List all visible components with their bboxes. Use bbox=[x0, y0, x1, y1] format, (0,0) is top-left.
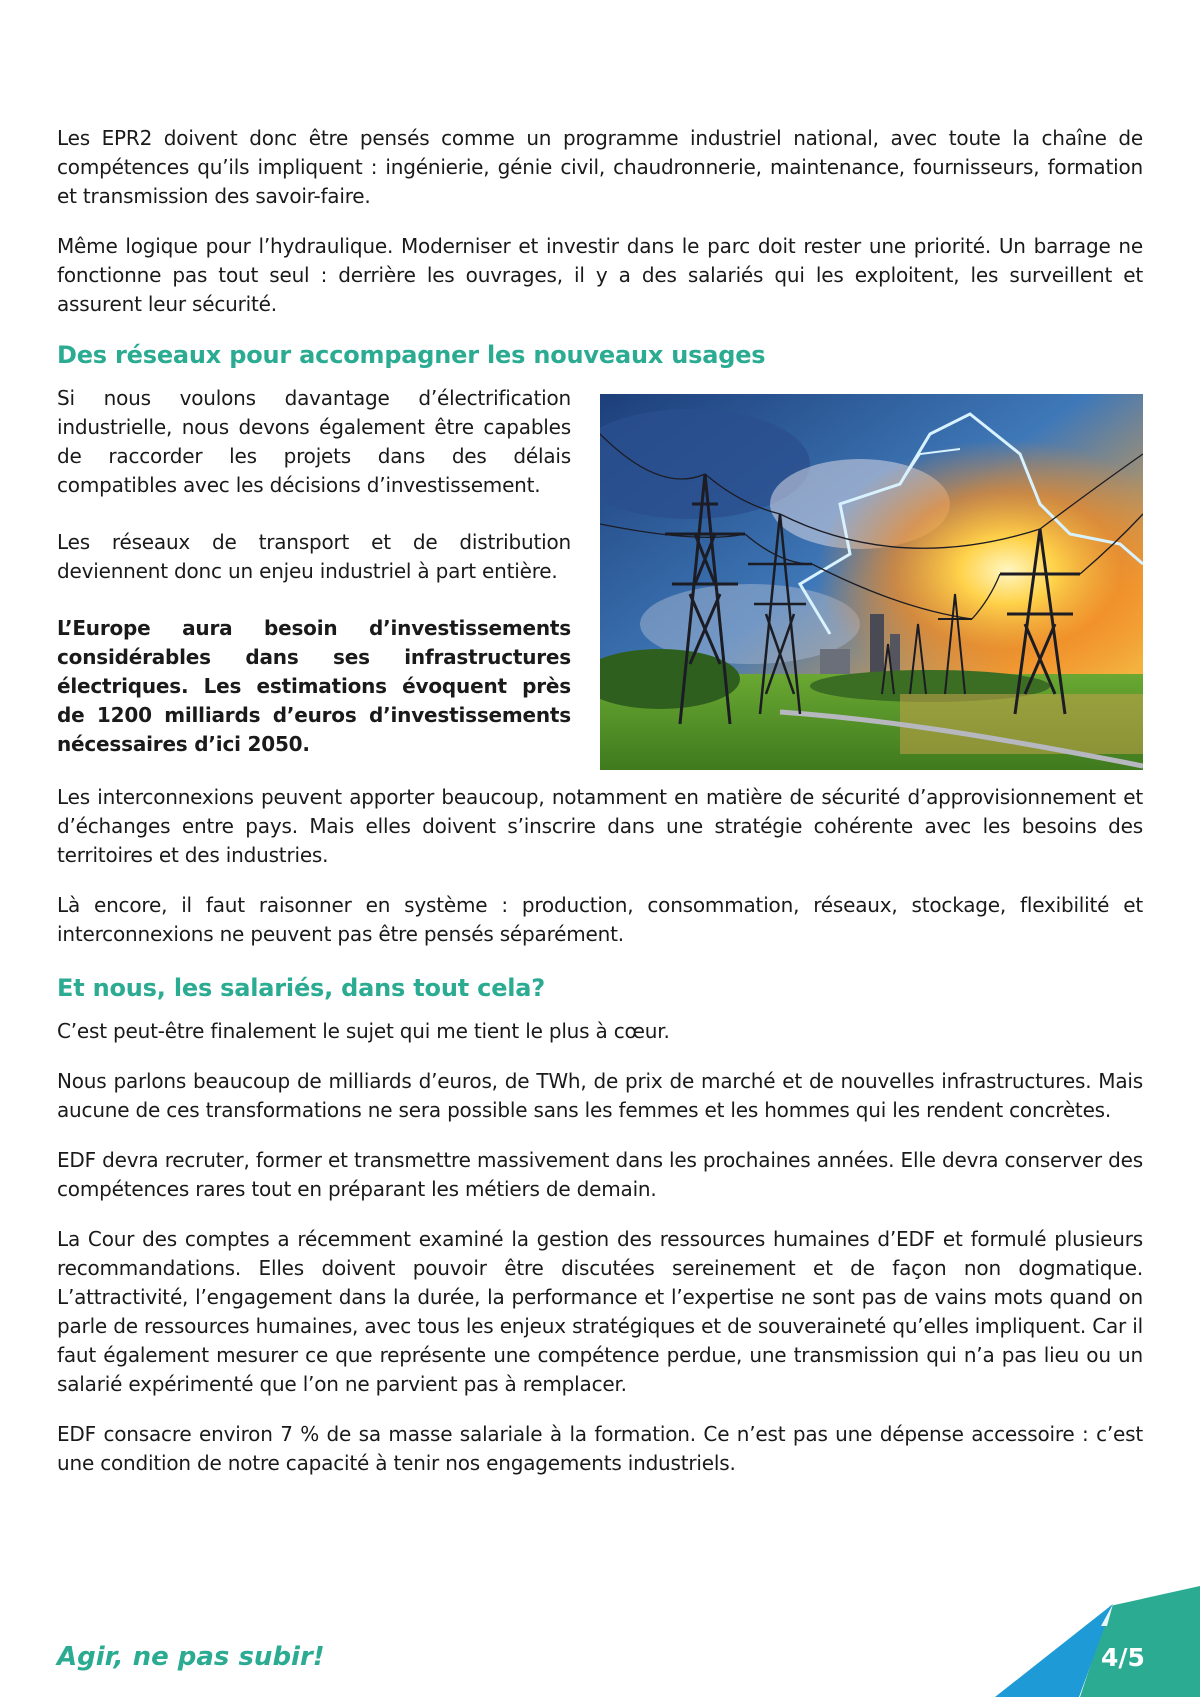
paragraph-milliards: Nous parlons beaucoup de milliards d’euros, de TWh, de prix de marché et de nouvelles infrastructures. Mais aucune de ces transformations ne sera possible sans les femmes et les hommes qui les rendent concrètes. bbox=[57, 1069, 1143, 1122]
paragraph-interconnexions: Les interconnexions peuvent apporter beaucoup, notamment en matière de sécurité d’approvisionnement et d’échanges entre pays. Mais elles doivent s’inscrire dans une stratégie cohérente avec les besoins des territoires et des industries. bbox=[57, 785, 1143, 867]
paragraph-electrification: Si nous voulons davantage d’électrification industrielle, nous devons également être capables de raccorder les projets dans des délais compatibles avec les décisions d’investissement. bbox=[57, 386, 571, 497]
power-lines-photo bbox=[600, 394, 1143, 770]
paragraph-europe-investissements: L’Europe aura besoin d’investissements considérables dans ses infrastructures électriques. Les estimations évoquent près de 1200 milliards d’euros d’investissements nécessaires d’ici 2050. bbox=[57, 616, 571, 756]
paragraph-hydraulique: Même logique pour l’hydraulique. Moderniser et investir dans le parc doit rester une priorité. Un barrage ne fonctionne pas tout seul : derrière les ouvrages, il y a des salariés qui les exploitent, les surveillent et assurent leur sécurité. bbox=[57, 234, 1143, 316]
paragraph-reseaux-transport: Les réseaux de transport et de distribution deviennent donc un enjeu industriel à part entière. bbox=[57, 530, 571, 583]
footer-slogan: Agir, ne pas subir! bbox=[57, 1642, 325, 1672]
heading-reseaux: Des réseaux pour accompagner les nouveaux usages bbox=[57, 341, 766, 369]
networks-split bbox=[57, 384, 1143, 783]
page-content bbox=[57, 124, 1143, 1499]
heading-salaries: Et nous, les salariés, dans tout cela? bbox=[57, 974, 546, 1002]
paragraph-recruter: EDF devra recruter, former et transmettre massivement dans les prochaines années. Elle devra conserver des compétences rares tout en préparant les métiers de demain. bbox=[57, 1148, 1143, 1201]
networks-text-column bbox=[57, 384, 571, 783]
paragraph-formation: EDF consacre environ 7 % de sa masse salariale à la formation. Ce n’est pas une dépense accessoire : c’est une condition de notre capacité à tenir nos engagements industriels. bbox=[57, 1422, 1143, 1475]
paragraph-coeur: C’est peut-être finalement le sujet qui me tient le plus à cœur. bbox=[57, 1019, 670, 1043]
page-number: 4/5 bbox=[1101, 1643, 1145, 1672]
paragraph-systeme: Là encore, il faut raisonner en système : production, consommation, réseaux, stockage, flexibilité et interconnexions ne peuvent pas être pensés séparément. bbox=[57, 893, 1143, 946]
paragraph-epr2: Les EPR2 doivent donc être pensés comme un programme industriel national, avec toute la chaîne de compétences qu’ils impliquent : ingénierie, génie civil, chaudronnerie, maintenance, fournisseurs, formation et transmission des savoir-faire. bbox=[57, 126, 1143, 208]
footer-corner-graphic bbox=[995, 1586, 1200, 1697]
paragraph-cour-des-comptes: La Cour des comptes a récemment examiné la gestion des ressources humaines d’EDF et formulé plusieurs recommandations. Elles doivent pouvoir être discutées sereinement et de façon non dogmatique. L’attractivité, l’engagement dans la durée, la performance et l’expertise ne sont pas de vains mots quand on parle de ressources humaines, avec tous les enjeux stratégiques et de souveraineté qu’elles impliquent. Car il faut également mesurer ce que représente une compétence perdue, une transmission qui n’a pas lieu ou un salarié expérimenté que l’on ne parvient pas à remplacer. bbox=[57, 1227, 1143, 1396]
